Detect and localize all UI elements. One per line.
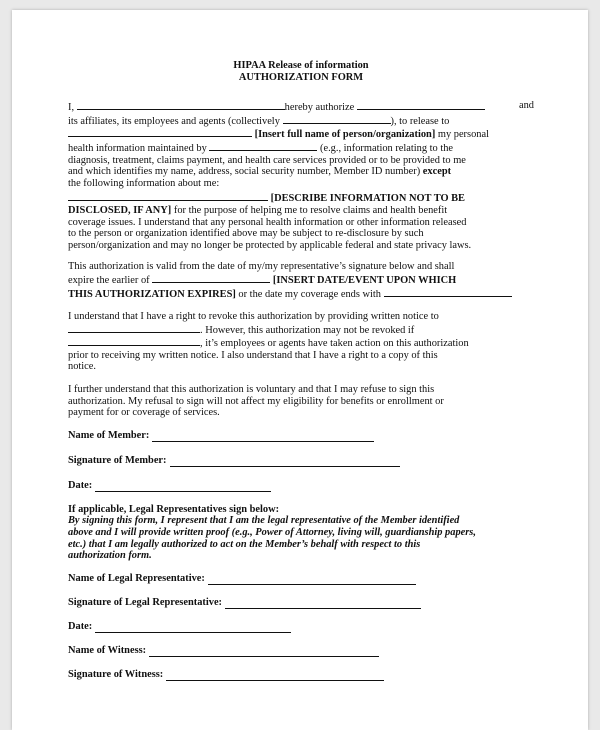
blank-revoke-party[interactable]: [68, 336, 200, 346]
line-maintained-by: [68, 141, 534, 155]
line-insert-name: [68, 127, 534, 141]
blank-coverage-end[interactable]: [384, 287, 512, 297]
blank-maintainer[interactable]: [209, 141, 317, 151]
paragraph-validity: [68, 261, 534, 300]
field-member-name: [68, 430, 534, 442]
blank-revoke-to[interactable]: [68, 323, 200, 333]
field-witness-signature: [68, 669, 534, 681]
title-line-1: HIPAA Release of information: [233, 60, 369, 71]
title-line-2: AUTHORIZATION FORM: [238, 71, 364, 83]
rep-date-input[interactable]: [95, 623, 291, 633]
field-rep-date: [68, 621, 534, 633]
text-or-date: or the date my coverage ends with: [235, 288, 381, 300]
legal-line-1: By signing this form, I represent that I am the legal representative of the Member identified: [68, 515, 460, 527]
text-affiliates: its affiliates, its employees and agents (collectively: [68, 115, 280, 127]
line-affiliates: [68, 114, 534, 128]
text-identifies: and which identifies my name, address, social security number, Member ID number): [68, 166, 423, 178]
line-notice: notice.: [68, 361, 96, 373]
text-my-personal: my personal: [435, 129, 489, 141]
legal-heading: If applicable, Legal Representatives sign below:: [68, 503, 280, 515]
field-member-signature: [68, 455, 534, 467]
paragraph-voluntary: [68, 384, 534, 419]
text-except: except: [422, 166, 452, 178]
member-date-input[interactable]: [95, 482, 271, 492]
field-rep-signature: [68, 597, 534, 609]
member-name-input[interactable]: [152, 432, 374, 442]
blank-authorized-party[interactable]: [357, 100, 485, 110]
label-rep-name: Name of Legal Representative:: [68, 573, 205, 585]
text-insert-date: [INSERT DATE/EVENT UPON WHICH: [272, 274, 457, 286]
text-eg-info: (e.g., information relating to the: [320, 142, 454, 154]
line-coverage: coverage issues. I understand that any personal health information or other information released: [68, 216, 467, 228]
form-title: [68, 60, 534, 83]
line-following: the following information about me:: [68, 177, 220, 189]
text-however: . However, this authorization may not be revoked if: [200, 324, 415, 336]
label-witness-name: Name of Witness:: [68, 645, 147, 657]
line-employees: [68, 336, 534, 350]
line-no-longer: person/organization and may no longer be protected by applicable federal and state privacy laws.: [68, 239, 472, 251]
text-and: and: [518, 100, 534, 112]
label-member-date: Date:: [68, 480, 93, 492]
line-expires: [68, 287, 534, 301]
text-describe: [DESCRIBE INFORMATION NOT TO BE: [270, 193, 465, 205]
text-release-to: ), to release to: [390, 115, 450, 127]
label-member-signature: Signature of Member:: [68, 455, 167, 467]
line-prior: prior to receiving my written notice. I also understand that I have a right to a copy of this: [68, 349, 438, 361]
blank-expire[interactable]: [152, 273, 270, 283]
rep-fields: [68, 573, 534, 681]
blank-recipient[interactable]: [68, 127, 252, 137]
paragraph-revoke: [68, 311, 534, 373]
legal-rep-section: [68, 504, 534, 562]
text-employees: , it’s employees or agents have taken action on this authorization: [200, 338, 469, 350]
paragraph-authorization: [68, 100, 534, 251]
document-page: [12, 10, 588, 730]
line-revoke: I understand that I have a right to revoke this authorization by providing written notice to: [68, 311, 439, 323]
line-voluntary-1: I further understand that this authorization is voluntary and that I may refuse to sign this: [68, 384, 435, 396]
line-identifies: [68, 166, 534, 178]
line-describe: [68, 191, 534, 205]
legal-line-4: authorization form.: [68, 550, 152, 562]
blank-member-name[interactable]: [77, 100, 285, 110]
witness-name-input[interactable]: [149, 647, 379, 657]
field-member-date: [68, 480, 534, 492]
text-maintained-by: health information maintained by: [68, 142, 207, 154]
text-purpose: for the purpose of helping me to resolve claims and health benefit: [171, 204, 448, 216]
line-however: [68, 323, 534, 337]
member-fields: [68, 430, 534, 492]
line-voluntary-3: payment for or coverage of services.: [68, 407, 220, 419]
blank-collective-name[interactable]: [283, 114, 391, 124]
label-rep-date: Date:: [68, 621, 93, 633]
witness-signature-input[interactable]: [166, 671, 384, 681]
label-rep-signature: Signature of Legal Representative:: [68, 597, 223, 609]
text-i: I,: [68, 102, 75, 114]
line-person-org: to the person or organization identified above may be subject to re-disclosure by such: [68, 228, 424, 240]
text-hereby: hereby authorize: [284, 102, 355, 114]
rep-signature-input[interactable]: [225, 599, 421, 609]
line-disclosed: [68, 205, 534, 217]
label-member-name: Name of Member:: [68, 430, 150, 442]
line-voluntary-2: authorization. My refusal to sign will not affect my eligibility for benefits or enrollment or: [68, 395, 444, 407]
line-authorize: [68, 100, 534, 114]
legal-line-3: etc.) that I am legally authorized to act on the Member’s behalf with respect to this: [68, 538, 421, 550]
text-disclosed: DISCLOSED, IF ANY]: [68, 204, 172, 216]
field-rep-name: [68, 573, 534, 585]
line-diagnosis: diagnosis, treatment, claims payment, and health care services provided or to be provided to me: [68, 154, 466, 166]
text-expires: THIS AUTHORIZATION EXPIRES]: [68, 288, 236, 300]
text-expire: expire the earlier of: [68, 274, 150, 286]
blank-excluded-info[interactable]: [68, 191, 268, 201]
field-witness-name: [68, 645, 534, 657]
member-signature-input[interactable]: [170, 457, 400, 467]
rep-name-input[interactable]: [208, 575, 416, 585]
line-valid: This authorization is valid from the date of my/my representative’s signature below and shall: [68, 261, 455, 273]
line-expire: [68, 273, 534, 287]
form-content: [68, 60, 534, 681]
legal-line-2: above and I will provide written proof (e.g., Power of Attorney, living will, guardianship papers,: [68, 527, 476, 539]
text-insert-name: [Insert full name of person/organization]: [254, 129, 436, 141]
label-witness-signature: Signature of Witness:: [68, 669, 164, 681]
